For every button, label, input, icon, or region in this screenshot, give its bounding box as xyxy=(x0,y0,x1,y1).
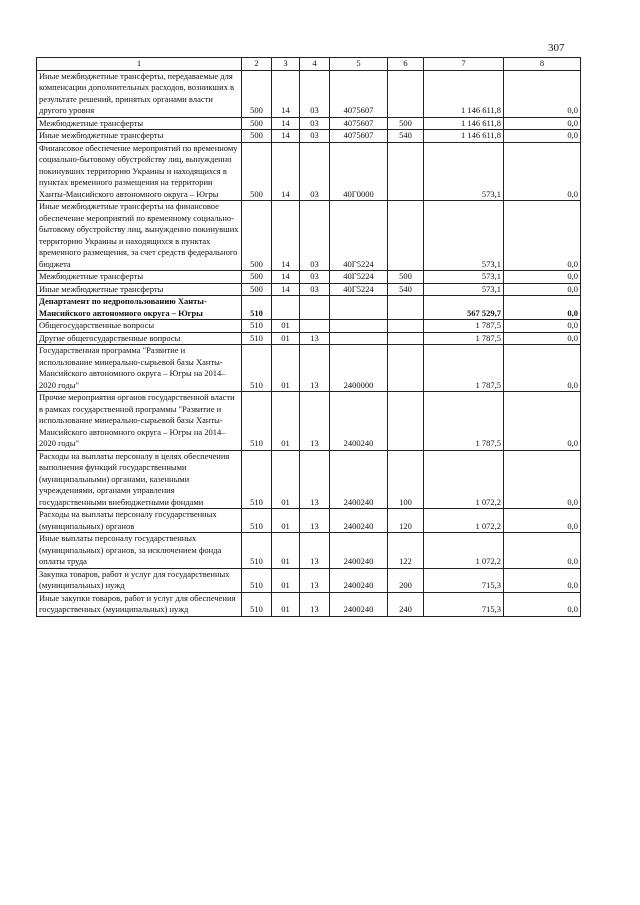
cell-amount-2: 0,0 xyxy=(504,533,581,569)
cell-amount: 1 146 611,8 xyxy=(424,130,504,143)
cell-name: Межбюджетные трансферты xyxy=(37,117,242,130)
cell-name: Межбюджетные трансферты xyxy=(37,271,242,284)
cell-target-item xyxy=(330,332,388,345)
table-row xyxy=(37,568,581,592)
table-row xyxy=(37,201,581,271)
cell-ministry-code: 510 xyxy=(242,592,272,616)
cell-name: Расходы на выплаты персоналу государственных (муниципальных) органов xyxy=(37,509,242,533)
cell-amount: 573,1 xyxy=(424,271,504,284)
cell-subsection: 13 xyxy=(300,509,330,533)
cell-amount: 573,1 xyxy=(424,142,504,201)
page-number: 307 xyxy=(548,42,565,54)
cell-target-item: 40Г0000 xyxy=(330,142,388,201)
cell-expense-type: 120 xyxy=(388,509,424,533)
cell-target-item: 4075607 xyxy=(330,130,388,143)
cell-target-item: 40Г5224 xyxy=(330,201,388,271)
budget-table xyxy=(36,57,581,617)
table-row xyxy=(37,117,581,130)
cell-ministry-code: 510 xyxy=(242,296,272,320)
cell-section: 14 xyxy=(272,271,300,284)
cell-expense-type xyxy=(388,332,424,345)
cell-section: 01 xyxy=(272,533,300,569)
cell-target-item xyxy=(330,296,388,320)
cell-subsection xyxy=(300,320,330,333)
cell-name: Иные межбюджетные трансферты xyxy=(37,283,242,296)
cell-name: Общегосударственные вопросы xyxy=(37,320,242,333)
cell-expense-type: 122 xyxy=(388,533,424,569)
cell-subsection: 03 xyxy=(300,271,330,284)
cell-amount-2: 0,0 xyxy=(504,117,581,130)
cell-subsection: 13 xyxy=(300,332,330,345)
cell-section: 01 xyxy=(272,320,300,333)
cell-amount: 1 072,2 xyxy=(424,509,504,533)
table-row xyxy=(37,332,581,345)
cell-target-item: 2400240 xyxy=(330,592,388,616)
column-header: 7 xyxy=(424,58,504,71)
cell-expense-type xyxy=(388,70,424,117)
table-body xyxy=(37,70,581,616)
cell-amount: 573,1 xyxy=(424,283,504,296)
cell-amount: 715,3 xyxy=(424,568,504,592)
cell-section: 14 xyxy=(272,117,300,130)
cell-amount: 567 529,7 xyxy=(424,296,504,320)
table-row xyxy=(37,271,581,284)
cell-subsection: 13 xyxy=(300,450,330,509)
table-row xyxy=(37,533,581,569)
cell-amount: 1 787,5 xyxy=(424,332,504,345)
cell-subsection: 13 xyxy=(300,568,330,592)
cell-expense-type xyxy=(388,296,424,320)
table-row xyxy=(37,283,581,296)
cell-target-item xyxy=(330,320,388,333)
cell-section: 14 xyxy=(272,130,300,143)
table-row xyxy=(37,509,581,533)
cell-subsection: 03 xyxy=(300,130,330,143)
cell-target-item: 40Г5224 xyxy=(330,283,388,296)
cell-subsection: 03 xyxy=(300,283,330,296)
cell-ministry-code: 500 xyxy=(242,142,272,201)
cell-amount-2: 0,0 xyxy=(504,392,581,451)
column-header: 8 xyxy=(504,58,581,71)
table-row xyxy=(37,392,581,451)
cell-expense-type xyxy=(388,345,424,392)
cell-target-item: 4075607 xyxy=(330,70,388,117)
cell-ministry-code: 510 xyxy=(242,332,272,345)
cell-amount-2: 0,0 xyxy=(504,142,581,201)
table-row xyxy=(37,345,581,392)
cell-expense-type xyxy=(388,392,424,451)
table-row xyxy=(37,592,581,616)
cell-expense-type: 540 xyxy=(388,130,424,143)
cell-amount: 1 146 611,8 xyxy=(424,70,504,117)
cell-ministry-code: 500 xyxy=(242,283,272,296)
cell-amount: 1 787,5 xyxy=(424,320,504,333)
table-row xyxy=(37,70,581,117)
cell-subsection: 03 xyxy=(300,201,330,271)
cell-section xyxy=(272,296,300,320)
cell-expense-type: 540 xyxy=(388,283,424,296)
column-header: 6 xyxy=(388,58,424,71)
cell-subsection: 13 xyxy=(300,533,330,569)
cell-amount: 573,1 xyxy=(424,201,504,271)
cell-name: Иные межбюджетные трансферты xyxy=(37,130,242,143)
cell-target-item: 2400240 xyxy=(330,392,388,451)
cell-target-item: 2400000 xyxy=(330,345,388,392)
cell-expense-type: 100 xyxy=(388,450,424,509)
cell-ministry-code: 510 xyxy=(242,392,272,451)
cell-subsection: 03 xyxy=(300,70,330,117)
cell-target-item: 2400240 xyxy=(330,509,388,533)
cell-name: Другие общегосударственные вопросы xyxy=(37,332,242,345)
cell-name: Расходы на выплаты персоналу в целях обеспечения выполнения функций государственными (муниципальными) органами, казенными учреждениями, органами управления государственными внебюджетными фондами xyxy=(37,450,242,509)
cell-amount-2: 0,0 xyxy=(504,450,581,509)
cell-amount-2: 0,0 xyxy=(504,509,581,533)
cell-section: 01 xyxy=(272,332,300,345)
cell-section: 14 xyxy=(272,201,300,271)
cell-ministry-code: 510 xyxy=(242,450,272,509)
column-header: 3 xyxy=(272,58,300,71)
cell-amount-2: 0,0 xyxy=(504,70,581,117)
cell-amount: 1 787,5 xyxy=(424,392,504,451)
cell-section: 14 xyxy=(272,142,300,201)
cell-section: 01 xyxy=(272,592,300,616)
cell-subsection: 03 xyxy=(300,142,330,201)
table-row xyxy=(37,320,581,333)
cell-amount: 715,3 xyxy=(424,592,504,616)
cell-subsection: 13 xyxy=(300,345,330,392)
column-header: 1 xyxy=(37,58,242,71)
cell-target-item: 40Г5224 xyxy=(330,271,388,284)
cell-ministry-code: 500 xyxy=(242,70,272,117)
cell-amount: 1 072,2 xyxy=(424,533,504,569)
cell-section: 01 xyxy=(272,392,300,451)
cell-ministry-code: 500 xyxy=(242,201,272,271)
cell-amount: 1 072,2 xyxy=(424,450,504,509)
cell-subsection xyxy=(300,296,330,320)
cell-section: 01 xyxy=(272,568,300,592)
cell-name: Департамент по недропользованию Ханты-Мансийского автономного округа – Югры xyxy=(37,296,242,320)
cell-amount: 1 787,5 xyxy=(424,345,504,392)
column-header: 2 xyxy=(242,58,272,71)
cell-expense-type: 200 xyxy=(388,568,424,592)
cell-expense-type xyxy=(388,320,424,333)
cell-ministry-code: 500 xyxy=(242,117,272,130)
cell-amount-2: 0,0 xyxy=(504,320,581,333)
cell-subsection: 03 xyxy=(300,117,330,130)
cell-name: Государственная программа "Развитие и использование минерально-сырьевой базы Ханты-Мансийского автономного округа – Югры на 2014–2020 годы" xyxy=(37,345,242,392)
cell-subsection: 13 xyxy=(300,592,330,616)
cell-section: 01 xyxy=(272,509,300,533)
cell-expense-type: 500 xyxy=(388,117,424,130)
cell-section: 01 xyxy=(272,345,300,392)
cell-amount-2: 0,0 xyxy=(504,568,581,592)
cell-ministry-code: 510 xyxy=(242,533,272,569)
cell-name: Прочие мероприятия органов государственной власти в рамках государственной программы "Развитие и использование минерально-сырьевой базы Ханты-Мансийского автономного округа – Югры на 2014–2020 годы" xyxy=(37,392,242,451)
cell-ministry-code: 510 xyxy=(242,568,272,592)
cell-section: 14 xyxy=(272,283,300,296)
table-row xyxy=(37,142,581,201)
cell-name: Иные выплаты персоналу государственных (муниципальных) органов, за исключением фонда оплаты труда xyxy=(37,533,242,569)
table-row xyxy=(37,296,581,320)
cell-target-item: 2400240 xyxy=(330,450,388,509)
cell-name: Иные закупки товаров, работ и услуг для обеспечения государственных (муниципальных) нужд xyxy=(37,592,242,616)
table-row xyxy=(37,450,581,509)
cell-expense-type: 240 xyxy=(388,592,424,616)
cell-ministry-code: 500 xyxy=(242,130,272,143)
cell-ministry-code: 510 xyxy=(242,509,272,533)
cell-amount-2: 0,0 xyxy=(504,592,581,616)
cell-name: Иные межбюджетные трансферты на финансовое обеспечение мероприятий по временному социально-бытовому обустройству лиц, вынужденно покинувших территорию Украины и находящихся в пунктах временного размещения, за счет средств федерального бюджета xyxy=(37,201,242,271)
cell-name: Иные межбюджетные трансферты, передаваемые для компенсации дополнительных расходов, возникших в результате решений, принятых органами власти другого уровня xyxy=(37,70,242,117)
cell-amount-2: 0,0 xyxy=(504,201,581,271)
cell-section: 14 xyxy=(272,70,300,117)
cell-target-item: 2400240 xyxy=(330,568,388,592)
cell-target-item: 2400240 xyxy=(330,533,388,569)
column-header: 5 xyxy=(330,58,388,71)
cell-expense-type: 500 xyxy=(388,271,424,284)
cell-target-item: 4075607 xyxy=(330,117,388,130)
cell-amount-2: 0,0 xyxy=(504,283,581,296)
cell-amount-2: 0,0 xyxy=(504,271,581,284)
cell-ministry-code: 510 xyxy=(242,320,272,333)
cell-name: Закупка товаров, работ и услуг для государственных (муниципальных) нужд xyxy=(37,568,242,592)
cell-expense-type xyxy=(388,201,424,271)
cell-amount-2: 0,0 xyxy=(504,130,581,143)
table-row xyxy=(37,130,581,143)
cell-amount-2: 0,0 xyxy=(504,332,581,345)
cell-expense-type xyxy=(388,142,424,201)
table-header-row xyxy=(37,58,581,71)
cell-amount-2: 0,0 xyxy=(504,296,581,320)
cell-name: Финансовое обеспечение мероприятий по временному социально-бытовому обустройству лиц, вынужденно покинувших территорию Украины и находящихся в пунктах временного размещения на территории Ханты-Мансийского автономного округа – Югры xyxy=(37,142,242,201)
column-header: 4 xyxy=(300,58,330,71)
cell-amount: 1 146 611,8 xyxy=(424,117,504,130)
cell-section: 01 xyxy=(272,450,300,509)
cell-amount-2: 0,0 xyxy=(504,345,581,392)
cell-ministry-code: 510 xyxy=(242,345,272,392)
cell-ministry-code: 500 xyxy=(242,271,272,284)
cell-subsection: 13 xyxy=(300,392,330,451)
